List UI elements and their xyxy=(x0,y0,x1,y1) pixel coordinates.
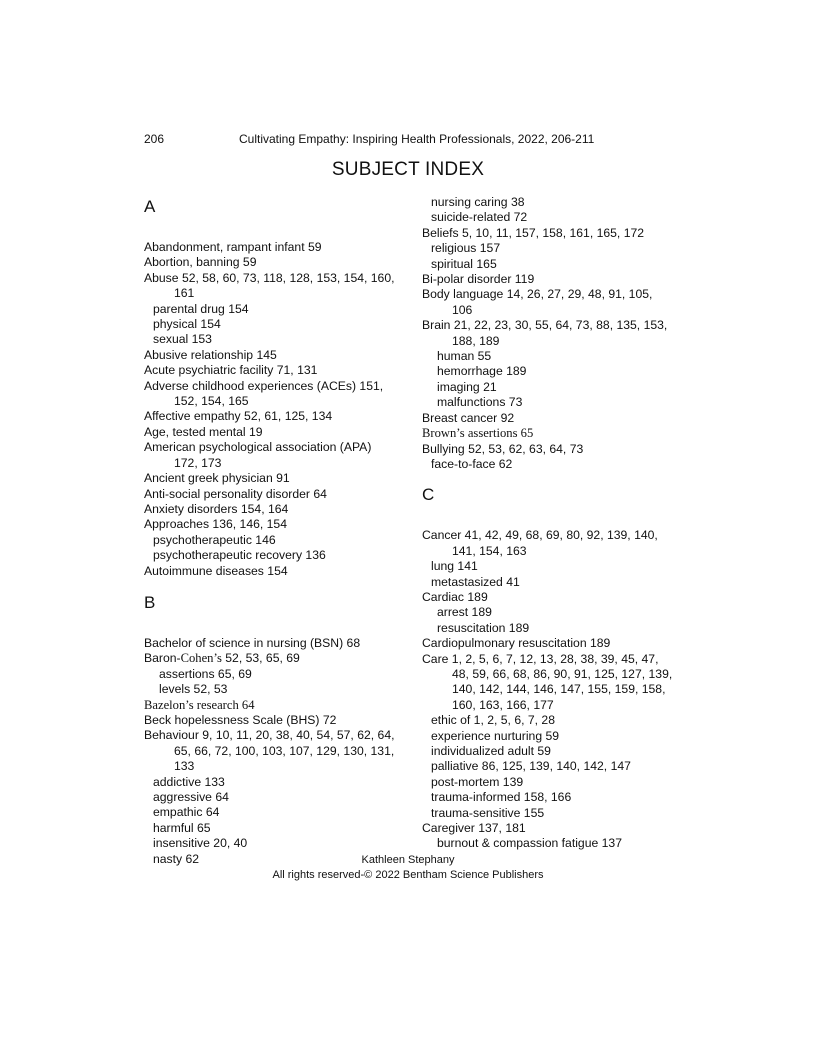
index-subentry: spiritual 165 xyxy=(431,256,497,271)
index-column-left xyxy=(144,195,406,867)
index-subentry: assertions 65, 69 xyxy=(159,666,252,681)
index-letter-heading: C xyxy=(422,485,435,505)
index-entry-continuation: 65, 66, 72, 100, 103, 107, 129, 130, 131, xyxy=(174,743,395,758)
index-entry: Abuse 52, 58, 60, 73, 118, 128, 153, 154, 160, xyxy=(144,270,395,285)
index-subentry: physical 154 xyxy=(153,317,221,332)
index-subentry: face-to-face 62 xyxy=(431,456,513,471)
index-entry-continuation: 133 xyxy=(174,759,195,774)
index-subentry: arrest 189 xyxy=(437,605,492,620)
index-entry-continuation: 160, 163, 166, 177 xyxy=(452,697,554,712)
index-subentry: palliative 86, 125, 139, 140, 142, 147 xyxy=(431,759,631,774)
index-subentry: trauma-sensitive 155 xyxy=(431,805,545,820)
index-subentry: nursing caring 38 xyxy=(431,195,525,209)
index-subentry: harmful 65 xyxy=(153,820,211,835)
index-entry: Abusive relationship 145 xyxy=(144,347,277,362)
index-entry-continuation: 106 xyxy=(452,302,473,317)
index-subentry: empathic 64 xyxy=(153,805,220,820)
index-entry-continuation: 172, 173 xyxy=(174,455,222,470)
index-entry: Bullying 52, 53, 62, 63, 64, 73 xyxy=(422,441,584,456)
index-entry: Autoimmune diseases 154 xyxy=(144,563,288,578)
index-subentry: human 55 xyxy=(437,349,492,364)
index-subentry: individualized adult 59 xyxy=(431,744,551,758)
index-entry: Abortion, banning 59 xyxy=(144,255,257,270)
index-entry: Abandonment, rampant infant 59 xyxy=(144,240,322,254)
index-subentry: nasty 62 xyxy=(153,851,200,866)
index-subentry: hemorrhage 189 xyxy=(437,364,527,379)
index-subentry: malfunctions 73 xyxy=(437,395,523,410)
index-entry: Bachelor of science in nursing (BSN) 68 xyxy=(144,635,361,650)
index-entry-continuation: 188, 189 xyxy=(452,333,500,348)
index-entry: Cardiac 189 xyxy=(422,589,488,604)
footer-author: Kathleen Stephany xyxy=(361,854,455,866)
index-entry: Anti-social personality disorder 64 xyxy=(144,486,327,501)
index-subentry: parental drug 154 xyxy=(153,301,249,316)
index-subentry: resuscitation 189 xyxy=(437,620,530,635)
index-subentry: post-mortem 139 xyxy=(431,774,524,789)
index-entry: Behaviour 9, 10, 11, 20, 38, 40, 54, 57, 62, 64, xyxy=(144,728,395,743)
index-entry: Age, tested mental 19 xyxy=(144,424,263,439)
index-subentry: trauma-informed 158, 166 xyxy=(431,790,572,805)
index-letter-heading: A xyxy=(144,197,156,216)
index-entry-continuation: 48, 59, 66, 68, 86, 90, 91, 125, 127, 139, xyxy=(452,666,673,681)
index-entry: Caregiver 137, 181 xyxy=(422,821,526,836)
index-entry: Affective empathy 52, 61, 125, 134 xyxy=(144,409,333,424)
index-letter-heading: B xyxy=(144,592,156,612)
index-entry-continuation: 140, 142, 144, 146, 147, 155, 159, 158, xyxy=(452,682,666,697)
page-number: 206 xyxy=(144,132,165,146)
index-subentry: metastasized 41 xyxy=(431,574,520,589)
index-subentry: ethic of 1, 2, 5, 6, 7, 28 xyxy=(431,713,555,728)
index-subentry: psychotherapeutic recovery 136 xyxy=(153,548,326,563)
index-subentry: experience nurturing 59 xyxy=(431,728,560,743)
index-subentry: burnout & compassion fatigue 137 xyxy=(437,836,622,851)
index-subentry: insensitive 20, 40 xyxy=(153,836,248,851)
index-subentry: religious 157 xyxy=(431,241,501,256)
index-entry: Brain 21, 22, 23, 30, 55, 64, 73, 88, 135, 153, xyxy=(422,318,668,333)
index-entry: Breast cancer 92 xyxy=(422,410,515,425)
index-entry: Acute psychiatric facility 71, 131 xyxy=(144,363,318,378)
index-entry: Beck hopelessness Scale (BHS) 72 xyxy=(144,712,337,727)
index-entry: Beliefs 5, 10, 11, 157, 158, 161, 165, 172 xyxy=(422,225,645,240)
index-entry: Brown’s assertions 65 xyxy=(422,426,534,441)
running-title: Cultivating Empathy: Inspiring Health Professionals, 2022, 206-211 xyxy=(239,132,595,146)
index-entry: Baron-Cohen’s 52, 53, 65, 69 xyxy=(144,651,300,666)
index-entry: Bi-polar disorder 119 xyxy=(422,272,535,287)
index-subentry: suicide-related 72 xyxy=(431,210,528,225)
index-subentry: lung 141 xyxy=(431,559,478,574)
index-entry: American psychological association (APA) xyxy=(144,440,372,455)
index-column-right xyxy=(422,195,684,852)
index-subentry: aggressive 64 xyxy=(153,790,229,804)
index-entry-continuation: 141, 154, 163 xyxy=(452,543,527,558)
index-entry-continuation: 152, 154, 165 xyxy=(174,394,249,409)
index-subentry: addictive 133 xyxy=(153,774,225,789)
index-entry: Approaches 136, 146, 154 xyxy=(144,517,287,532)
index-entry: Adverse childhood experiences (ACEs) 151, xyxy=(144,378,384,393)
index-subentry: psychotherapeutic 146 xyxy=(153,532,276,547)
index-entry: Anxiety disorders 154, 164 xyxy=(144,501,289,516)
index-entry: Body language 14, 26, 27, 29, 48, 91, 105, xyxy=(422,287,653,302)
index-entry: Cardiopulmonary resuscitation 189 xyxy=(422,636,611,651)
index-entry: Cancer 41, 42, 49, 68, 69, 80, 92, 139, 140, xyxy=(422,528,658,543)
index-subentry: levels 52, 53 xyxy=(159,682,228,697)
index-subentry: sexual 153 xyxy=(153,332,212,347)
index-subentry: imaging 21 xyxy=(437,379,497,394)
index-entry: Bazelon’s research 64 xyxy=(144,697,255,712)
index-entry: Care 1, 2, 5, 6, 7, 12, 13, 28, 38, 39, 45, 47, xyxy=(422,651,659,666)
index-entry: Ancient greek physician 91 xyxy=(144,471,290,486)
page-title: SUBJECT INDEX xyxy=(331,159,485,180)
index-entry-continuation: 161 xyxy=(174,286,195,301)
footer-rights: All rights reserved-© 2022 Bentham Science Publishers xyxy=(272,869,544,881)
